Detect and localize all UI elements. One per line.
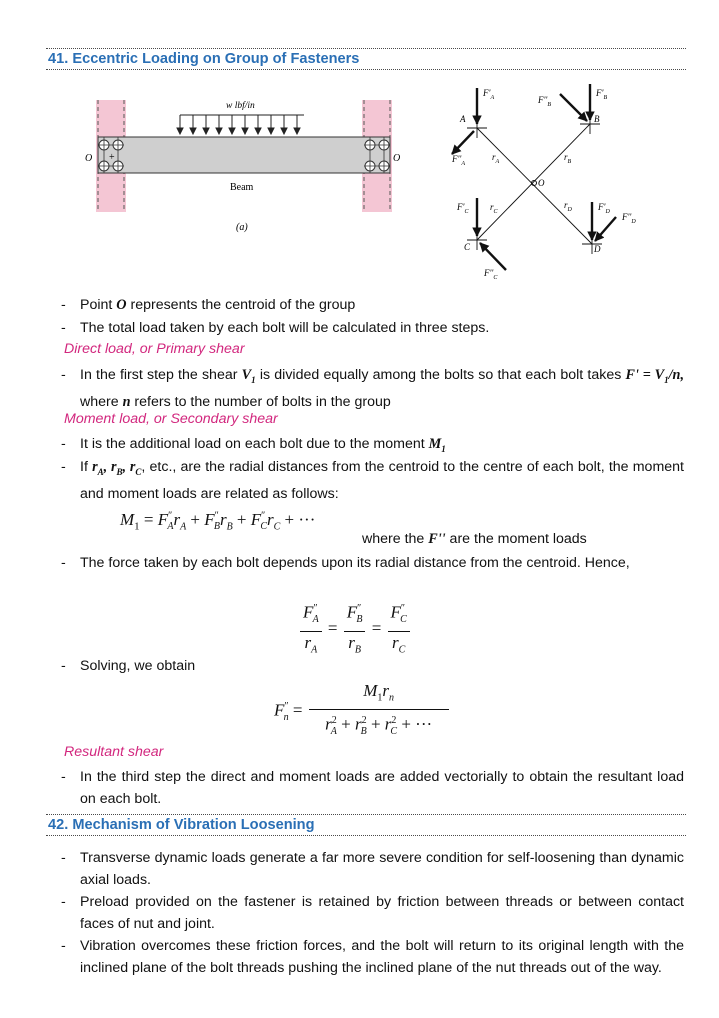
svg-text:rD: $r_D$ xyxy=(564,200,572,213)
equation-ratio: $\frac{F''_A}{r_A}$ = $\frac{F''_B}{r_B}$ = $\frac{F''_C}{r_C}$ xyxy=(298,598,412,661)
svg-text:F''A: $F''_A$ xyxy=(452,154,466,167)
bolt-c-label: C xyxy=(464,242,471,252)
svg-text:F''C: $F''_C$ xyxy=(484,268,498,280)
svg-text:rB: $r_B$ xyxy=(564,152,572,165)
section-42-header xyxy=(46,814,686,836)
svg-text:F'A: $F'_A$ xyxy=(483,88,495,101)
subheading-direct-load: Direct load, or Primary shear xyxy=(64,341,245,357)
svg-text:rA: $r_A$ xyxy=(492,152,500,165)
section-42-title: 42. Mechanism of Vibration Loosening xyxy=(48,817,315,833)
equation-moment: $M_1 = F''_Ar_A + F''_Br_B + F''_Cr_C$ + ··· xyxy=(120,510,316,533)
list-item: - Vibration overcomes these friction forces, and the bolt will return to its original length with the inclined plane of the bolt threads pushing the inclined plane of the nut threads out of the way. xyxy=(61,938,684,976)
figure-caption: (a) xyxy=(236,222,248,233)
svg-text:F''D: $F''_D$ xyxy=(622,212,636,225)
bolt-d-label: D xyxy=(594,244,601,254)
beam-label: Beam xyxy=(230,182,254,193)
section-41-title: 41. Eccentric Loading on Group of Fasteners xyxy=(48,51,360,67)
subheading-resultant: Resultant shear xyxy=(64,744,164,760)
list-item: - In the first step the shear $V_1$ is divided equally among the bolts so that each bolt takes $F' = V_1/n$, where n refers to the number of bolts in the group xyxy=(61,367,684,410)
svg-text:F'D: $F'_D$ xyxy=(598,202,610,215)
subheading-moment-load: Moment load, or Secondary shear xyxy=(64,411,278,427)
svg-text:F''B: $F''_B$ xyxy=(538,95,552,108)
origin-label-right: O xyxy=(393,153,401,164)
bolt-a-label: A xyxy=(460,114,466,124)
beam-figure xyxy=(84,90,404,250)
load-label: w lbf/in xyxy=(226,101,255,111)
bolt-group-diagram xyxy=(430,80,650,280)
section-41-header xyxy=(46,48,686,70)
list-item: - In the third step the direct and moment loads are added vectorially to obtain the resultant load on each bolt. xyxy=(61,769,684,807)
list-item: - Preload provided on the fastener is retained by friction between threads or between contact faces of nut and joint. xyxy=(61,894,684,932)
divider xyxy=(46,69,686,70)
svg-text:+: + xyxy=(109,152,115,163)
equation-solution: $F''_n$ = $\frac{M_1r_n}{r^2_A + r^2_B + r^2_C + \cdot\cdot\cdot}$ xyxy=(274,680,451,743)
svg-text:F'C: $F'_C$ xyxy=(457,202,469,215)
svg-text:rC: $r_C$ xyxy=(490,202,498,215)
list-item: - The force taken by each bolt depends upon its radial distance from the centroid. Hence, xyxy=(61,555,630,571)
svg-text:O: O xyxy=(538,178,545,188)
divider xyxy=(46,835,686,836)
list-item: - If $r_A$, $r_B$, $r_C$, etc., are the radial distances from the centroid to the centre of each bolt, the moment and moment loads are related as follows: xyxy=(61,459,684,502)
page: 41. Eccentric Loading on Group of Fasteners + O O w lbf/in Beam (a) $F'_A$ $F''_B$ $F'_B$ A B $F''_A$ $r_A$ $r_B$ O $F'_C$ $r_C$ $r_D$ $F'_D$ $F''_D$ C D $F''_C$ - Point O represents the centroid of the group - The total load taken by each bolt will be calculated in three steps. Direct load, or Primary shear - In the first step the shear $V_1$ is divided equally among the bolts so that each bolt takes $F' = V_1/n$, where n refers to the number of bolts in the group Moment load, or Secondary shear - It is the additional load on each bolt due to the moment $M_1$ - If $r_A$, $r_B$, $r_C$, etc., are the radial distances from the centroid to the centre of each bolt, the moment and moment loads are related as follows: $M_1 = F''_Ar_A + F''_Br_B + F''_Cr_C$ + ··· where the F'' are the moment loads - The force taken by each bolt depends upon its radial distance from the centroid. Hence, $\frac{F''_A}{r_A}$ = $\frac{F''_B}{r_B}$ = $\frac{F''_C}{r_C}$ - Solving, we obtain $F''_n$ = $\frac{M_1r_n}{r^2_A + r^2_B + r^2_C + \cdot\cdot\cdot}$ Resultant shear - In the third step the direct and moment loads are added vectorially to obtain the resultant load on each bolt. 42. Mechanism of Vibration Loosening - Transverse dynamic loads generate a far more severe condition for self-loosening than dynamic axial loads. - Preload provided on the fastener is retained by friction between threads or between contact faces of nut and joint. - Vibration overcomes these friction forces, and the bolt will return to its original length with the inclined plane of the bolt threads pushing the inclined plane of the nut threads out of the way. xyxy=(0,0,719,1018)
list-item: - Transverse dynamic loads generate a far more severe condition for self-loosening than dynamic axial loads. xyxy=(61,850,684,888)
origin-label-left: O xyxy=(85,153,93,164)
equation-note: where the F'' are the moment loads xyxy=(362,531,587,547)
bolt-b-label: B xyxy=(594,114,600,124)
svg-text:F'B: $F'_B$ xyxy=(596,88,608,101)
